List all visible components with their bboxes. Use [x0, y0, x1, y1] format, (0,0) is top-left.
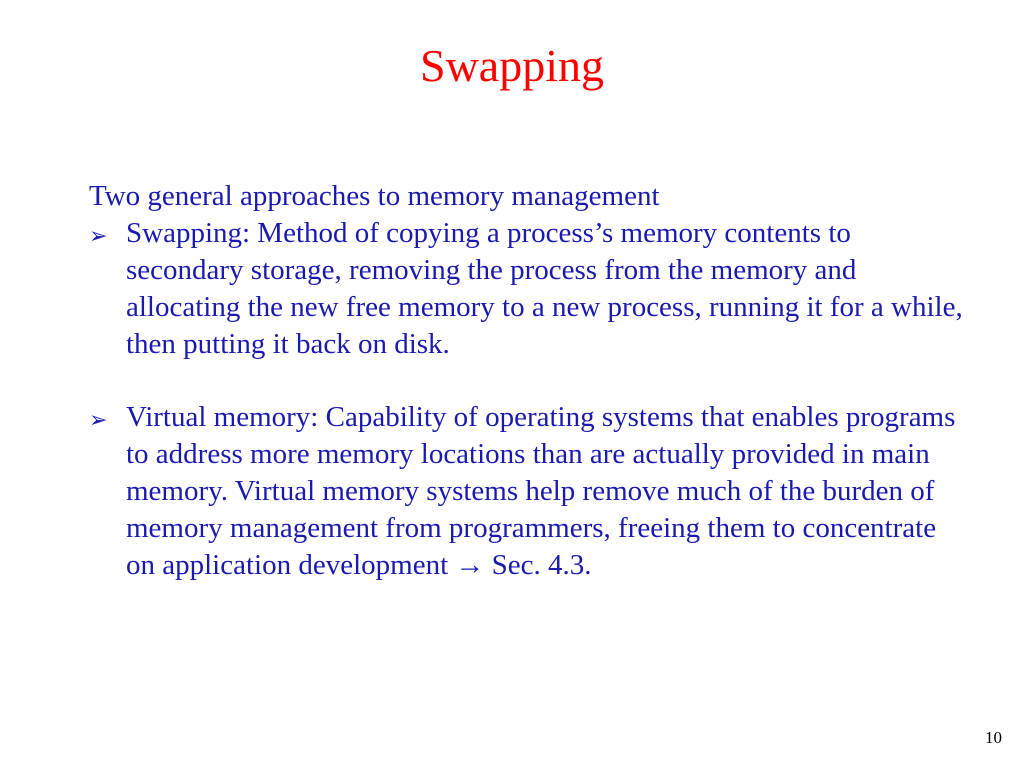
- slide-body: [89, 178, 969, 584]
- intro-text: Two general approaches to memory management: [89, 180, 660, 212]
- bullet-item-swapping: [89, 215, 969, 363]
- slide-title: Swapping: [420, 40, 604, 91]
- arrowhead-bullet-icon: ➢: [89, 223, 108, 248]
- arrowhead-bullet-icon: ➢: [89, 407, 108, 432]
- bullet-text: Virtual memory: Capability of operating systems that enables programs to address more memory locations than are actually provided in main memory. Virtual memory systems help remove much of the burden of memory management from programmers, freeing them to concentrate on application development → Sec. 4.3.: [126, 401, 956, 581]
- page-number: 10: [985, 728, 1002, 747]
- bullet-item-virtual-memory: [89, 399, 969, 584]
- bullet-text: Swapping: Method of copying a process’s memory contents to secondary storage, removing the process from the memory and allocating the new free memory to a new process, running it for a while, then putting it back on disk.: [126, 217, 963, 360]
